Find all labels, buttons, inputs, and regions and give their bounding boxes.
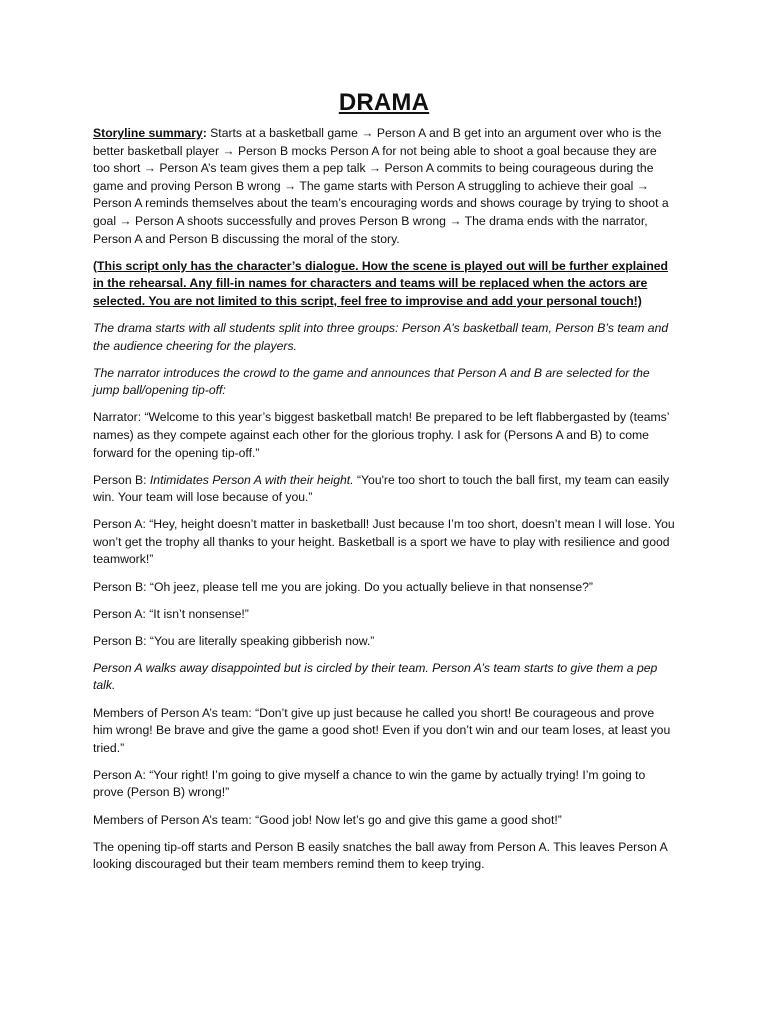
speech-person-b-1: “You're too short to touch the ball first, my team can easily win. Your team will lose because of you.” xyxy=(93,472,670,505)
dialogue-person-a-2: Person A: “It isn’t nonsense!” xyxy=(93,606,249,621)
stage-direction-walkaway: Person A walks away disappointed but is circled by their team. Person A’s team starts to give them a pep talk. xyxy=(93,660,658,693)
dialogue-person-b-2: Person B: “Oh jeez, please tell me you are joking. Do you actually believe in that nonsense?” xyxy=(93,579,593,594)
summary-label-text: Storyline summary xyxy=(93,126,203,140)
summary-text: Starts at a basketball game → Person A and B get into an argument over who is the better basketball player → Person B mocks Person A for not being able to shoot a goal because they are too short → Person A’s team gives them a pep talk → Person A commits to being courageous during the game and proving Person B wrong → The game starts with Person A struggling to achieve their goal → Person A reminds themselves about the team’s encouraging words and shows courage by trying to shoot a goal → Person A shoots successfully and proves Person B wrong → The drama ends with the narrator, Person A and Person B discussing the moral of the story. xyxy=(93,126,669,246)
action-intimidates: Intimidates Person A with their height. xyxy=(149,472,357,487)
dialogue-person-b-1 xyxy=(93,472,675,507)
dialogue-person-a-3: Person A: “Your right! I’m going to give myself a chance to win the game by actually trying! I’m going to prove (Person B) wrong!” xyxy=(93,767,646,800)
dialogue-narrator: Narrator: “Welcome to this year’s biggest basketball match! Be prepared to be left flabbergasted by (teams’ names) as they compete against each other for the glorious trophy. I ask for (Persons A and B) to come forward for the opening tip-off.” xyxy=(93,410,670,460)
dialogue-team-1: Members of Person A’s team: “Don’t give up just because he called you short! Be courageous and prove him wrong! Be brave and give the game a good shot! Even if you don’t win and our team loses, at least you tried.” xyxy=(93,705,671,755)
document-title: DRAMA xyxy=(338,89,430,116)
speaker-person-b: Person B: xyxy=(93,472,150,487)
stage-direction-intro: The drama starts with all students split into three groups: Person A’s basketball team, Person B’s team and the audience cheering for the players. xyxy=(93,320,669,353)
dialogue-person-a-1: Person A: “Hey, height doesn’t matter in basketball! Just because I’m too short, doesn’t mean I will lose. You won’t get the trophy all thanks to your height. Basketball is a sport we have to play with resilience and good teamwork!” xyxy=(93,517,675,567)
script-note: (This script only has the character’s dialogue. How the scene is played out will be further explained in the rehearsal. Any fill-in names for characters and teams will be replaced when the actors are selected. You are not limited to this script, feel free to improvise and add your personal touch!) xyxy=(93,258,668,308)
stage-direction-narrator: The narrator introduces the crowd to the game and announces that Person A and B are selected for the jump ball/opening tip-off: xyxy=(93,365,650,398)
narration-tipoff: The opening tip-off starts and Person B easily snatches the ball away from Person A. This leaves Person A looking discouraged but their team members remind them to keep trying. xyxy=(93,839,668,872)
summary-label xyxy=(93,126,203,140)
document-page xyxy=(93,88,675,883)
dialogue-person-b-3: Person B: “You are literally speaking gibberish now.” xyxy=(93,633,375,648)
dialogue-team-2: Members of Person A’s team: “Good job! Now let’s go and give this game a good shot!” xyxy=(93,812,562,827)
storyline-summary xyxy=(93,125,675,248)
summary-colon: : xyxy=(202,126,207,140)
